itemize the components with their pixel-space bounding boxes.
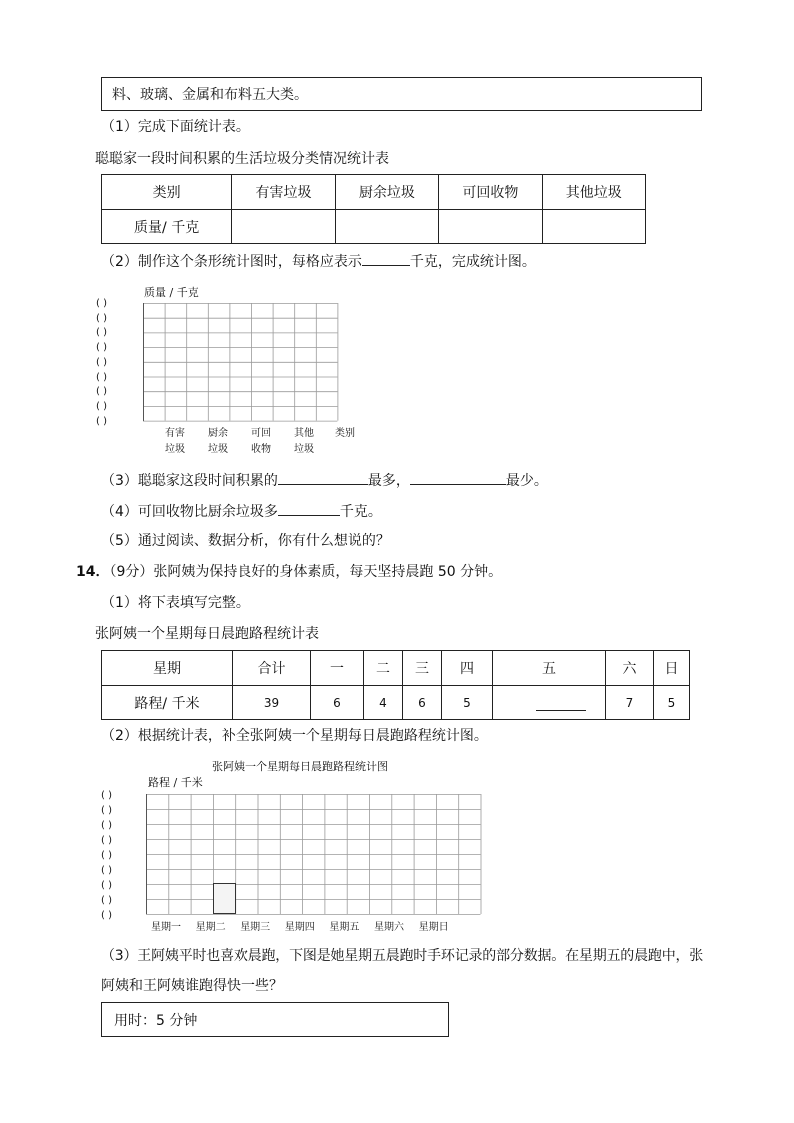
y-axis-value-placeholder[interactable]: ( ) bbox=[96, 298, 107, 309]
value-cell: 5 bbox=[654, 686, 690, 720]
header-cell: 星期 bbox=[102, 651, 233, 686]
chart1-y-title: 质量 / 千克 bbox=[144, 286, 199, 299]
q13-part3-c: 最少。 bbox=[505, 473, 548, 489]
intro-box bbox=[101, 77, 702, 111]
garbage-table bbox=[101, 174, 646, 244]
q14-stem-text: （9分）张阿姨为保持良好的身体素质，每天坚持晨跑 50 分钟。 bbox=[109, 564, 503, 580]
chart2-title: 张阿姨一个星期每日晨跑路程统计图 bbox=[212, 760, 388, 773]
q13-part4 bbox=[101, 501, 382, 521]
chart1-grid-svg bbox=[143, 303, 340, 423]
q13-table-title: 聪聪家一段时间积累的生活垃圾分类情况统计表 bbox=[95, 151, 389, 167]
running-table bbox=[101, 650, 690, 720]
category-label: 收物 bbox=[251, 444, 271, 455]
x-axis-title: 类别 bbox=[335, 428, 355, 439]
q14-part1: （1）将下表填写完整。 bbox=[101, 595, 250, 611]
y-axis-value-placeholder[interactable]: ( ) bbox=[101, 865, 112, 876]
friday-blank[interactable] bbox=[536, 696, 586, 711]
category-label: 星期四 bbox=[284, 922, 315, 933]
difference-blank[interactable] bbox=[278, 501, 340, 516]
category-label: 可回 bbox=[251, 428, 271, 439]
answer-cell[interactable] bbox=[232, 210, 335, 244]
category-label: 垃圾 bbox=[208, 444, 228, 455]
category-label: 垃圾 bbox=[165, 444, 185, 455]
category-label: 星期日 bbox=[418, 922, 449, 933]
header-cell: 日 bbox=[654, 651, 690, 686]
chart2-y-title: 路程 / 千米 bbox=[148, 776, 203, 789]
q13-part3-a: （3）聪聪家这段时间积累的 bbox=[101, 473, 278, 489]
category-label: 厨余 bbox=[208, 428, 228, 439]
q13-part2-after: 千克，完成统计图。 bbox=[409, 254, 536, 270]
chart2-grid bbox=[146, 794, 482, 920]
value-cell: 4 bbox=[364, 686, 403, 720]
q14-part2: （2）根据统计表，补全张阿姨一个星期每日晨跑路程统计图。 bbox=[101, 728, 488, 744]
answer-cell[interactable] bbox=[335, 210, 438, 244]
category-label: 星期二 bbox=[195, 922, 226, 933]
y-axis-value-placeholder[interactable]: ( ) bbox=[101, 910, 112, 921]
chart1-grid bbox=[143, 303, 340, 427]
chart1-category-labels bbox=[143, 424, 373, 456]
value-cell: 6 bbox=[311, 686, 364, 720]
friday-answer-cell[interactable] bbox=[493, 686, 606, 720]
q13-part1: （1）完成下面统计表。 bbox=[101, 119, 250, 135]
header-cell: 四 bbox=[442, 651, 493, 686]
header-cell: 其他垃圾 bbox=[542, 175, 645, 210]
header-cell: 一 bbox=[311, 651, 364, 686]
q13-part4-a: （4）可回收物比厨余垃圾多 bbox=[101, 504, 278, 520]
q14-stem bbox=[76, 563, 502, 581]
q13-part5: （5）通过阅读、数据分析，你有什么想说的？ bbox=[101, 533, 390, 549]
answer-cell[interactable] bbox=[542, 210, 645, 244]
q13-part2-before: （2）制作这个条形统计图时，每格应表示 bbox=[101, 254, 362, 270]
bar-tuesday bbox=[214, 884, 236, 914]
y-axis-value-placeholder[interactable]: ( ) bbox=[101, 835, 112, 846]
q14-part3-line2: 阿姨和王阿姨谁跑得快一些？ bbox=[101, 978, 283, 994]
bracelet-time-text: 用时：5 分钟 bbox=[114, 1013, 198, 1029]
header-cell: 合计 bbox=[233, 651, 311, 686]
most-blank[interactable] bbox=[278, 470, 368, 485]
y-axis-value-placeholder[interactable]: ( ) bbox=[101, 850, 112, 861]
header-cell: 厨余垃圾 bbox=[335, 175, 438, 210]
row-label-cell: 质量/ 千克 bbox=[102, 210, 232, 244]
y-axis-value-placeholder[interactable]: ( ) bbox=[96, 371, 107, 383]
row-label-cell: 路程/ 千米 bbox=[102, 686, 233, 720]
chart2-category-labels bbox=[146, 918, 482, 932]
y-axis-value-placeholder[interactable]: ( ) bbox=[101, 805, 112, 816]
category-label: 星期六 bbox=[374, 922, 404, 933]
y-axis-value-placeholder[interactable]: ( ) bbox=[96, 342, 107, 354]
y-axis-value-placeholder[interactable]: ( ) bbox=[96, 400, 107, 412]
q13-part3-b: 最多， bbox=[367, 473, 410, 489]
category-label: 星期一 bbox=[151, 922, 181, 933]
bracelet-data-box bbox=[101, 1002, 449, 1037]
header-cell: 二 bbox=[364, 651, 403, 686]
category-label: 星期五 bbox=[329, 922, 360, 933]
q14-part3-line1: （3）王阿姨平时也喜欢晨跑，下图是她星期五晨跑时手环记录的部分数据。在星期五的晨跑中，张 bbox=[101, 948, 704, 964]
y-axis-value-placeholder[interactable]: ( ) bbox=[96, 312, 107, 324]
category-label: 有害 bbox=[165, 428, 185, 439]
y-axis-value-placeholder[interactable]: ( ) bbox=[101, 820, 112, 831]
chart2-grid-svg bbox=[146, 794, 482, 916]
q13-part4-b: 千克。 bbox=[339, 504, 382, 520]
y-axis-value-placeholder[interactable]: ( ) bbox=[101, 895, 112, 906]
q13-part3 bbox=[101, 470, 548, 490]
least-blank[interactable] bbox=[410, 470, 506, 485]
q13-part2 bbox=[101, 251, 536, 271]
value-cell: 5 bbox=[442, 686, 493, 720]
q14-table-title: 张阿姨一个星期每日晨跑路程统计表 bbox=[95, 626, 319, 642]
y-axis-value-placeholder[interactable]: ( ) bbox=[96, 386, 107, 398]
y-axis-value-placeholder[interactable]: ( ) bbox=[101, 880, 112, 891]
y-axis-value-placeholder[interactable]: ( ) bbox=[96, 327, 107, 339]
header-cell: 五 bbox=[493, 651, 606, 686]
category-label: 垃圾 bbox=[294, 444, 314, 455]
value-cell: 39 bbox=[233, 686, 311, 720]
value-cell: 7 bbox=[606, 686, 654, 720]
category-label: 星期三 bbox=[240, 922, 271, 933]
value-cell: 6 bbox=[403, 686, 442, 720]
per-grid-blank[interactable] bbox=[362, 251, 410, 266]
y-axis-value-placeholder[interactable]: ( ) bbox=[96, 415, 107, 427]
y-axis-value-placeholder[interactable]: ( ) bbox=[96, 356, 107, 368]
header-cell: 可回收物 bbox=[439, 175, 542, 210]
intro-text: 料、玻璃、金属和布料五大类。 bbox=[112, 87, 308, 103]
header-cell: 有害垃圾 bbox=[232, 175, 335, 210]
header-cell: 六 bbox=[606, 651, 654, 686]
answer-cell[interactable] bbox=[439, 210, 542, 244]
category-label: 其他 bbox=[294, 428, 314, 439]
q14-number: 14． bbox=[76, 564, 110, 580]
y-axis-value-placeholder[interactable]: ( ) bbox=[101, 790, 112, 801]
header-cell: 类别 bbox=[102, 175, 232, 210]
header-cell: 三 bbox=[403, 651, 442, 686]
